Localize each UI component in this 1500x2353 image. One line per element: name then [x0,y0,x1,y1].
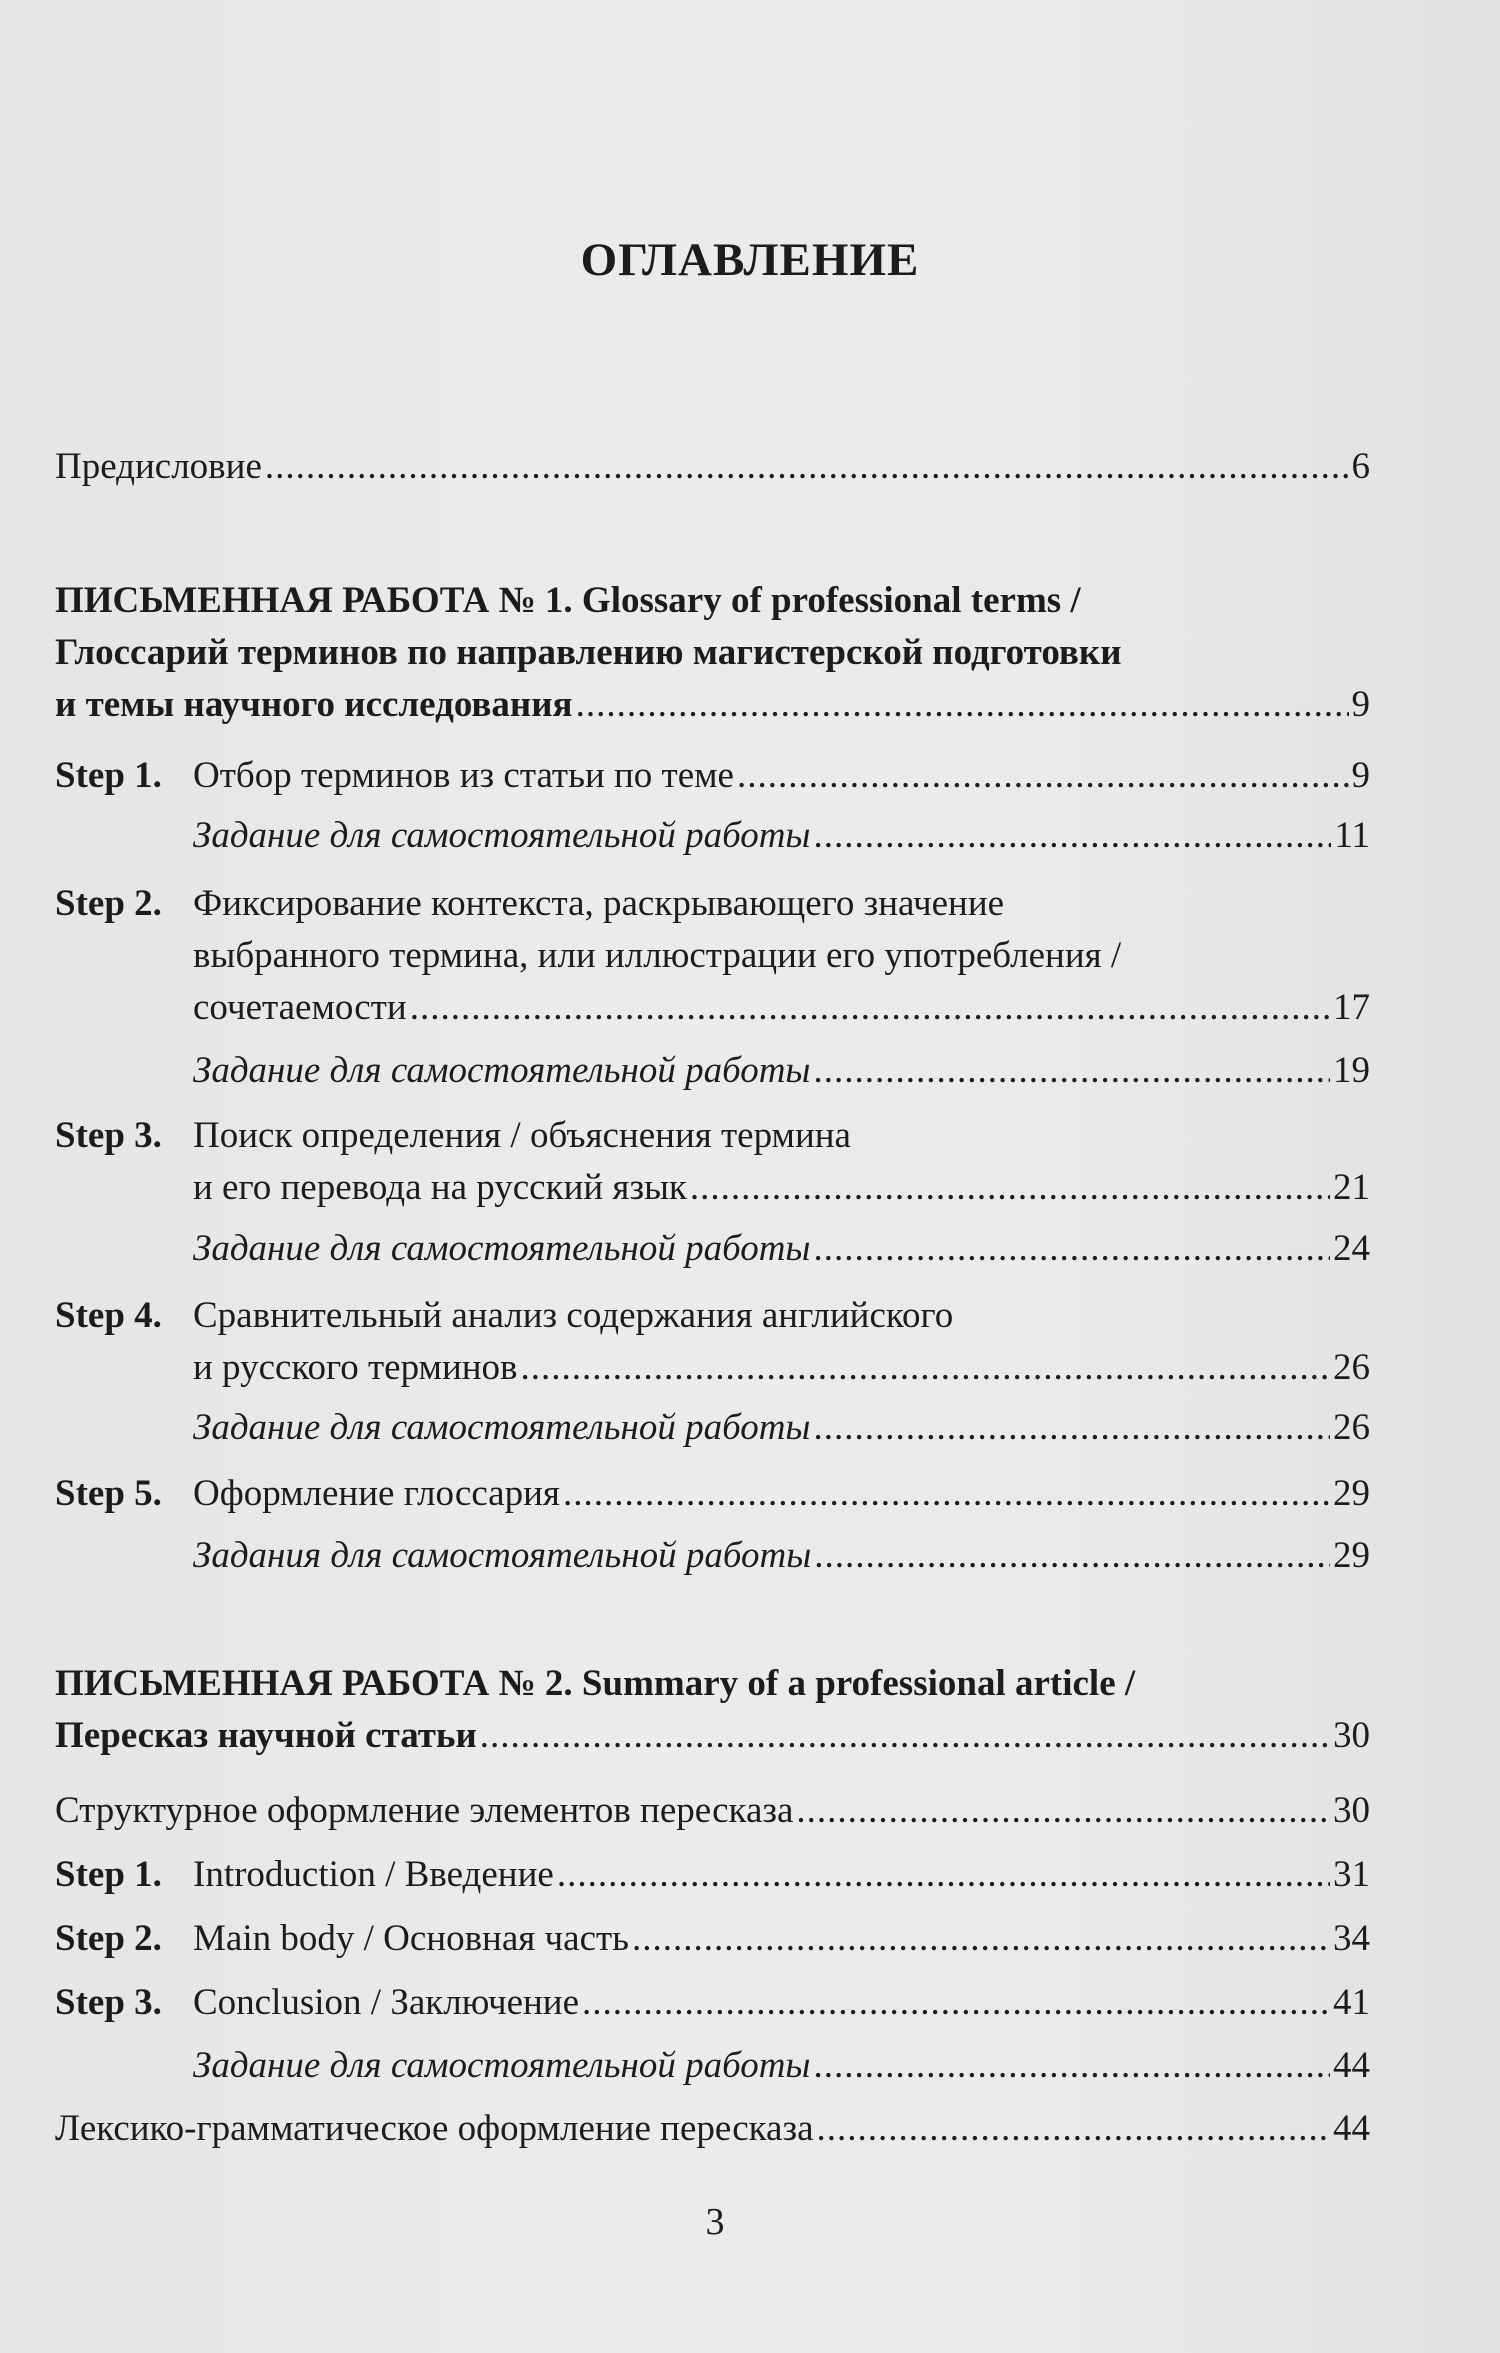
entry-text: Фиксирование контекста, раскрывающего значение [193,883,1005,924]
entry-text: и русского терминов [193,1347,518,1388]
entry-page: 26 [1333,1407,1370,1448]
entry-text: Оформление глоссария [193,1473,560,1514]
work2-title-line2: Пересказ научной статьи [55,1715,477,1756]
toc-entry-step[interactable] [193,1110,1370,1214]
step-label: Step 1. [55,1854,162,1895]
work1-title-line3: и темы научного исследования [55,684,573,725]
toc-entry-step[interactable] [193,1977,1370,2029]
entry-text: Conclusion / Заключение [193,1982,580,2023]
entry-page: 30 [1333,1715,1370,1756]
entry-page: 11 [1334,815,1370,856]
entry-text: Отбор терминов из статьи по теме [193,755,734,796]
toc-entry-structure[interactable] [55,1785,1370,1837]
entry-text: Сравнительный анализ содержания английского [193,1295,954,1336]
entry-page: 34 [1333,1918,1370,1959]
entry-page: 29 [1333,1473,1370,1514]
entry-text: Структурное оформление элементов пересказа [55,1790,794,1831]
toc-entry-task[interactable] [193,2040,1370,2092]
step-label: Step 2. [55,883,162,924]
toc-entry-task[interactable] [193,1402,1370,1454]
entry-page: 24 [1333,1228,1370,1269]
toc-entry-preface[interactable] [55,441,1370,493]
step-label: Step 2. [55,1918,162,1959]
entry-text: Main body / Основная часть [193,1918,630,1959]
entry-text: Предисловие [55,446,262,487]
entry-page: 31 [1333,1854,1370,1895]
step-label: Step 5. [55,1473,162,1514]
toc-entry-task[interactable] [193,1530,1370,1582]
entry-text: Задание для самостоятельной работы [193,1050,811,1091]
toc-entry-work1[interactable] [55,575,1370,731]
entry-page: 30 [1333,1790,1370,1831]
toc-entry-step[interactable] [193,1913,1370,1965]
entry-text: и его перевода на русский язык [193,1167,687,1208]
work2-title-line1: ПИСЬМЕННАЯ РАБОТА № 2. Summary of a professional article / [55,1663,1136,1704]
step-label: Step 1. [55,755,162,796]
entry-text: Задание для самостоятельной работы [193,815,811,856]
toc-entry-work2[interactable] [55,1658,1370,1762]
work1-title-line2: Глоссарий терминов по направлению магистерской подготовки [55,632,1122,673]
entry-page: 44 [1333,2045,1370,2086]
toc-entry-lexical[interactable] [55,2103,1370,2155]
entry-page: 9 [1351,684,1370,725]
entry-text: Задание для самостоятельной работы [193,1407,811,1448]
entry-page: 6 [1351,446,1370,487]
entry-page: 21 [1333,1167,1370,1208]
toc-entry-step[interactable] [193,878,1370,1034]
entry-text: Introduction / Введение [193,1854,554,1895]
entry-page: 19 [1333,1050,1370,1091]
step-label: Step 3. [55,1982,162,2023]
toc-entry-task[interactable] [193,1045,1370,1097]
entry-text: Задание для самостоятельной работы [193,1228,811,1269]
entry-text: Задания для самостоятельной работы [193,1535,812,1576]
entry-text: выбранного термина, или иллюстрации его употребления / [193,935,1122,976]
toc-entry-task[interactable] [193,1223,1370,1275]
entry-text: сочетаемости [193,987,407,1028]
entry-text: Задание для самостоятельной работы [193,2045,811,2086]
toc-entry-step[interactable] [193,750,1370,802]
toc-heading: ОГЛАВЛЕНИЕ [580,234,920,286]
toc-entry-step[interactable] [193,1849,1370,1901]
entry-page: 29 [1333,1535,1370,1576]
entry-text: Лексико-грамматическое оформление пересказа [55,2108,814,2149]
entry-page: 44 [1333,2108,1370,2149]
entry-page: 17 [1333,987,1370,1028]
step-label: Step 3. [55,1115,162,1156]
entry-page: 9 [1351,755,1370,796]
entry-text: Поиск определения / объяснения термина [193,1115,851,1156]
work1-title-line1: ПИСЬМЕННАЯ РАБОТА № 1. Glossary of professional terms / [55,580,1081,621]
toc-entry-step[interactable] [193,1290,1370,1394]
toc-entry-step[interactable] [193,1468,1370,1520]
step-label: Step 4. [55,1295,162,1336]
page-number: 3 [705,2201,725,2243]
toc-entry-task[interactable] [193,810,1370,862]
entry-page: 41 [1333,1982,1370,2023]
entry-page: 26 [1333,1347,1370,1388]
